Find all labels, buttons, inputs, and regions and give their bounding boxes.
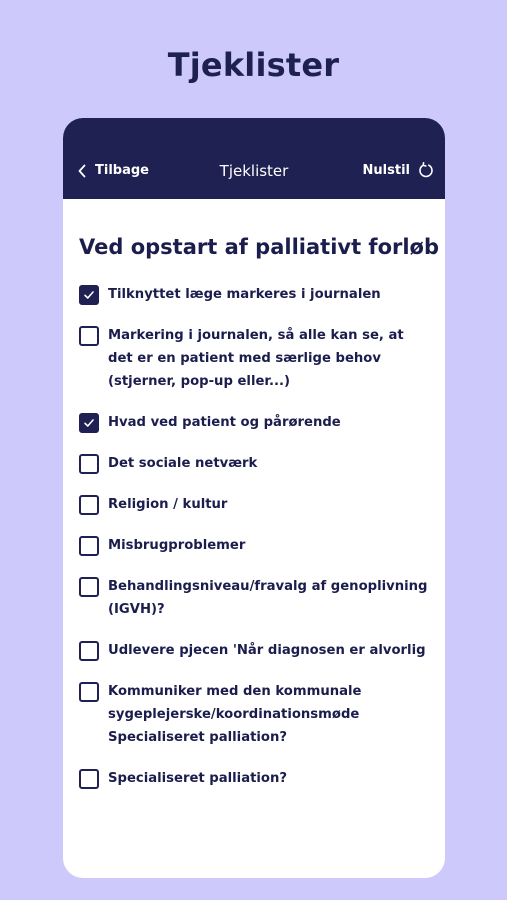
checkmark-icon xyxy=(83,289,95,301)
section-title: Ved opstart af palliativt forløb xyxy=(79,235,440,259)
checkbox[interactable] xyxy=(79,413,99,433)
checklist-item[interactable] xyxy=(79,769,431,790)
checklist-item[interactable] xyxy=(79,454,431,475)
checklist-item-label: Kommuniker med den kommunale sygeplejerske/koordinationsmøde Specialiseret palliation? xyxy=(108,684,362,745)
refresh-icon xyxy=(418,162,434,178)
checkbox[interactable] xyxy=(79,577,99,597)
checklist xyxy=(79,285,431,790)
checklist-item-label: Misbrugproblemer xyxy=(108,538,246,553)
checklist-item-label: Religion / kultur xyxy=(108,497,228,512)
checkbox[interactable] xyxy=(79,495,99,515)
checklist-item[interactable] xyxy=(79,285,431,306)
page-heading: Tjeklister xyxy=(167,46,340,84)
reset-button-label: Nulstil xyxy=(362,162,410,178)
checklist-item[interactable] xyxy=(79,577,431,621)
checkbox[interactable] xyxy=(79,536,99,556)
checklist-item-label: Markering i journalen, så alle kan se, at det er en patient med særlige behov (stjerner, pop-up eller...) xyxy=(108,328,404,389)
checkbox[interactable] xyxy=(79,326,99,346)
checklist-item[interactable] xyxy=(79,536,431,557)
back-button-label: Tilbage xyxy=(95,163,149,178)
checklist-item[interactable] xyxy=(79,495,431,516)
checkbox[interactable] xyxy=(79,769,99,789)
checkmark-icon xyxy=(83,417,95,429)
checkbox[interactable] xyxy=(79,285,99,305)
checklist-item-label: Tilknyttet læge markeres i journalen xyxy=(108,287,381,302)
reset-button[interactable] xyxy=(363,162,434,178)
checklist-item-label: Det sociale netværk xyxy=(108,456,258,471)
checklist-item-label: Specialiseret palliation? xyxy=(108,771,288,786)
navigation-bar xyxy=(63,118,445,199)
checklist-item[interactable] xyxy=(79,413,431,434)
checkbox[interactable] xyxy=(79,641,99,661)
checklist-item-label: Behandlingsniveau/fravalg af genoplivning (IGVH)? xyxy=(108,579,428,617)
checklist-item[interactable] xyxy=(79,682,431,749)
checklist-item-label: Udlevere pjecen 'Når diagnosen er alvorlig xyxy=(108,643,426,658)
phone-screen xyxy=(63,118,445,878)
checklist-item[interactable] xyxy=(79,641,431,662)
checklist-item-label: Hvad ved patient og pårørende xyxy=(108,415,341,430)
checklist-content xyxy=(63,199,445,790)
checkbox[interactable] xyxy=(79,454,99,474)
checklist-item[interactable] xyxy=(79,326,431,393)
checkbox[interactable] xyxy=(79,682,99,702)
navbar-title: Tjeklister xyxy=(219,162,289,180)
